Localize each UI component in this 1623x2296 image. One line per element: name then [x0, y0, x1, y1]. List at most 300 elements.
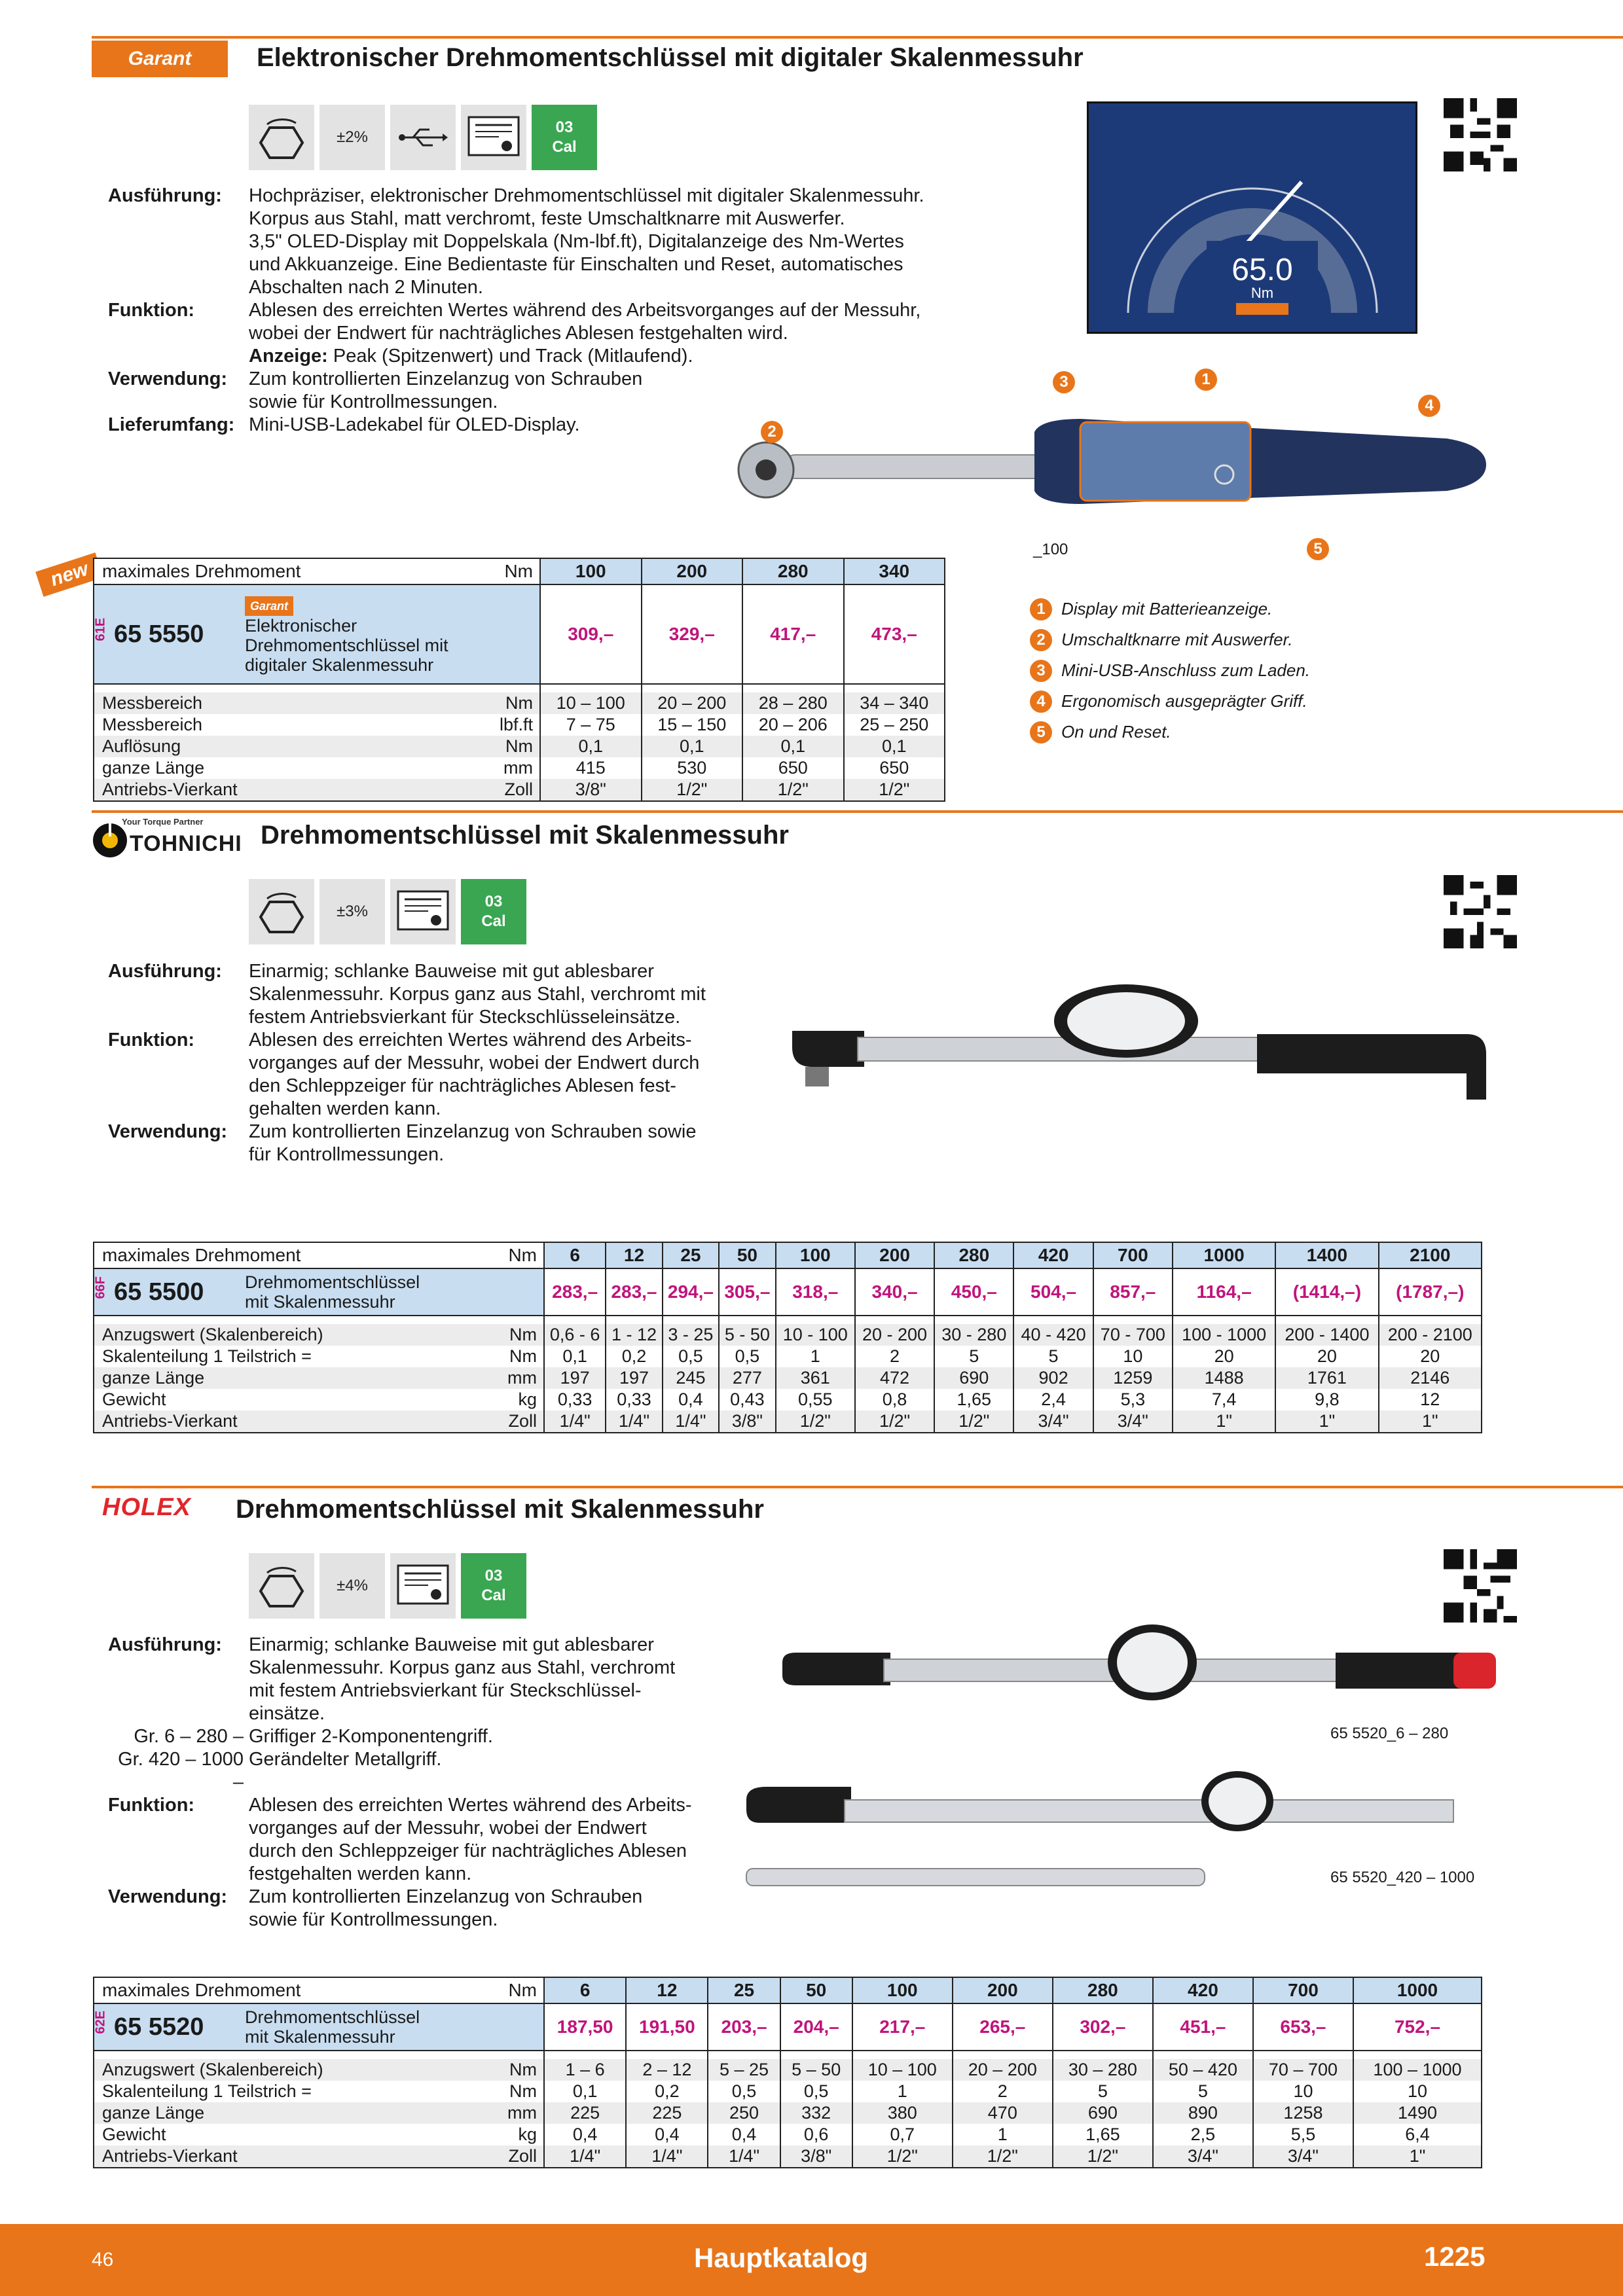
- spec-value: 100 - 1000: [1173, 1324, 1275, 1346]
- spec-label-cell: [94, 714, 540, 736]
- holex-logo: [102, 1494, 191, 1522]
- certificate-icon: [390, 1553, 456, 1619]
- description-text: [249, 1029, 795, 1052]
- spec-label: Antriebs-Vierkant: [102, 780, 238, 799]
- spec-value: 1/2": [844, 779, 945, 801]
- description-label: [108, 345, 249, 368]
- spec-unit: Nm: [509, 2060, 537, 2079]
- spec-value: 0,2: [626, 2081, 708, 2102]
- spec-value: 1 – 6: [544, 2059, 626, 2081]
- spec-label-cell: [94, 779, 540, 801]
- description-text: [249, 1863, 795, 1886]
- description-label: Ausführung:: [108, 1634, 222, 1655]
- spec-value: 3/4": [1093, 1410, 1173, 1433]
- accuracy-icon: [319, 105, 385, 170]
- article-cell: [94, 2003, 544, 2051]
- article-wrap: [94, 594, 539, 675]
- spacer-cell: [855, 1316, 934, 1324]
- description-body: und Akkuanzeige. Eine Bedientaste für Einschalten und Reset, automatisches: [249, 254, 903, 275]
- spec-label-cell: [94, 2102, 544, 2124]
- electronic-wrench-image: [727, 393, 1493, 530]
- spec-value: 0,6: [780, 2124, 852, 2145]
- spec-value: 0,4: [708, 2124, 780, 2145]
- spec-value: 3/4": [1013, 1410, 1093, 1433]
- spec-label-cell: [94, 692, 540, 714]
- spec-label-cell: [94, 757, 540, 779]
- legend-number: 3: [1030, 660, 1052, 682]
- description-line: [108, 1075, 795, 1098]
- price-cell: 1164,–: [1173, 1268, 1275, 1316]
- description-label: Funktion:: [108, 1795, 195, 1816]
- tohnichi-tagline: Your Torque Partner: [122, 817, 204, 827]
- spacer-cell: [544, 2051, 626, 2059]
- section-2-title: Drehmomentschlüssel mit Skalenmessuhr: [261, 821, 789, 850]
- spec-value: 650: [844, 757, 945, 779]
- spec-value: 197: [544, 1367, 606, 1389]
- article-description-line: Drehmomentschlüssel: [245, 2007, 420, 2027]
- spec-value: 650: [742, 757, 844, 779]
- cal-bottom: Cal: [481, 1587, 506, 1604]
- description-line: [108, 1840, 795, 1863]
- spec-value: 0,43: [719, 1389, 775, 1410]
- image-caption-1: _100: [1033, 541, 1068, 558]
- description-text: [249, 1702, 795, 1725]
- spec-label: Auflösung: [102, 736, 181, 756]
- spec-value: 7 – 75: [540, 714, 642, 736]
- spec-value: 30 – 280: [1053, 2059, 1153, 2081]
- description-line: [108, 1657, 795, 1679]
- spacer-cell: [852, 2051, 953, 2059]
- spec-value: 10: [1353, 2081, 1482, 2102]
- spec-row: [94, 1324, 1482, 1346]
- spec-value: 5,3: [1093, 1389, 1173, 1410]
- spec-value: 50 – 420: [1153, 2059, 1253, 2081]
- spec-value: 470: [953, 2102, 1053, 2124]
- spec-value: 34 – 340: [844, 692, 945, 714]
- price-cell: 191,50: [626, 2003, 708, 2051]
- spec-label-cell: [94, 2081, 544, 2102]
- spec-value: 0,33: [606, 1389, 662, 1410]
- spec-row: [94, 2102, 1482, 2124]
- description-text: [249, 1657, 795, 1679]
- description-label: [108, 276, 249, 299]
- description-bold: Anzeige:: [249, 346, 328, 367]
- description-line: [108, 1863, 795, 1886]
- spec-value: 1: [852, 2081, 953, 2102]
- spec-value: 28 – 280: [742, 692, 844, 714]
- header-label-cell: [94, 1977, 544, 2003]
- section-rule-3: [92, 1486, 1623, 1488]
- section-rule-2: [92, 810, 1623, 813]
- spec-value: 2: [855, 1346, 934, 1367]
- article-description-line: mit Skalenmessuhr: [245, 2027, 395, 2047]
- spec-value: 530: [642, 757, 743, 779]
- description-line: [108, 276, 1025, 299]
- spacer-cell: [780, 2051, 852, 2059]
- column-header: 1000: [1353, 1977, 1482, 2003]
- description-text: [249, 1886, 795, 1909]
- usb-icon: [390, 105, 456, 170]
- spec-value: 1/2": [1053, 2145, 1153, 2168]
- article-row: [94, 2003, 1482, 2051]
- description-label: [108, 1702, 249, 1725]
- description-body: Mini-USB-Ladekabel für OLED-Display.: [249, 414, 580, 435]
- spacer-cell: [1173, 1316, 1275, 1324]
- spacer-cell: [94, 2051, 544, 2059]
- spec-label: ganze Länge: [102, 1368, 205, 1388]
- table-header-row: [94, 1242, 1482, 1268]
- description-label: [108, 230, 249, 253]
- spec-unit: Zoll: [508, 2146, 537, 2166]
- legend-text: Display mit Batterieanzeige.: [1061, 599, 1273, 619]
- spec-value: 1,65: [934, 1389, 1013, 1410]
- qr-code-icon: [1444, 875, 1517, 948]
- spec-value: 2: [953, 2081, 1053, 2102]
- description-line: [108, 207, 1025, 230]
- column-header: 50: [719, 1242, 775, 1268]
- spec-value: 1/2": [852, 2145, 953, 2168]
- holex-wrench-image-small: [773, 1623, 1499, 1721]
- column-header: 280: [1053, 1977, 1153, 2003]
- description-label: Ausführung:: [108, 961, 222, 982]
- description-body: Ablesen des erreichten Wertes während des Arbeits-: [249, 1030, 692, 1050]
- description-text: [249, 253, 1025, 276]
- description-label: [108, 322, 249, 345]
- description-label: Funktion:: [108, 300, 195, 321]
- column-header: 420: [1153, 1977, 1253, 2003]
- garant-logo-text: Garant: [128, 48, 192, 69]
- description-body: 3,5" OLED-Display mit Doppelskala (Nm-lbf.ft), Digitalanzeige des Nm-Wertes: [249, 231, 904, 252]
- article-tag: 62E: [93, 2010, 108, 2034]
- column-header: 100: [852, 1977, 953, 2003]
- spec-value: 5 – 50: [780, 2059, 852, 2081]
- description-label: [108, 253, 249, 276]
- description-line: [108, 299, 1025, 322]
- spec-value: 2 – 12: [626, 2059, 708, 2081]
- description-text: [249, 960, 795, 983]
- spec-value: 1": [1379, 1410, 1482, 1433]
- description-body: wobei der Endwert für nachträgliches Ablesen festgehalten wird.: [249, 323, 788, 344]
- spec-value: 1/4": [708, 2145, 780, 2168]
- description-label: [108, 1098, 249, 1121]
- column-header: 280: [934, 1242, 1013, 1268]
- spec-value: 20 – 200: [642, 692, 743, 714]
- description-label: Lieferumfang:: [108, 414, 235, 435]
- table-spacer-row: [94, 684, 945, 692]
- spec-value: 20: [1379, 1346, 1482, 1367]
- spec-row: [94, 1389, 1482, 1410]
- spec-value: 0,7: [852, 2124, 953, 2145]
- spec-value: 200 - 2100: [1379, 1324, 1482, 1346]
- spec-row: [94, 714, 945, 736]
- price-cell: 294,–: [663, 1268, 719, 1316]
- spacer-cell: [1093, 1316, 1173, 1324]
- description-body: festem Antriebsvierkant für Steckschlüsseleinsätze.: [249, 1007, 681, 1028]
- callout-1: 1: [1195, 368, 1217, 391]
- spacer-cell: [934, 1316, 1013, 1324]
- header-label: maximales Drehmoment: [102, 1245, 301, 1265]
- price-cell: 752,–: [1353, 2003, 1482, 2051]
- spec-value: 415: [540, 757, 642, 779]
- column-header: 6: [544, 1977, 626, 2003]
- price-cell: 302,–: [1053, 2003, 1153, 2051]
- spec-unit: lbf.ft: [499, 715, 533, 734]
- article-wrap: [94, 2007, 543, 2047]
- spec-value: 0,1: [642, 736, 743, 757]
- spec-value: 0,5: [719, 1346, 775, 1367]
- description-label: Gr. 6 – 280 –: [134, 1726, 244, 1747]
- article-cell: [94, 1268, 544, 1316]
- spec-unit: Nm: [509, 1346, 537, 1366]
- spec-value: 1/4": [663, 1410, 719, 1433]
- spec-value: 3/4": [1253, 2145, 1353, 2168]
- spec-value: 3/8": [719, 1410, 775, 1433]
- description-text: [249, 276, 1025, 299]
- description-line: [108, 1006, 795, 1029]
- spec-value: 5 - 50: [719, 1324, 775, 1346]
- price-cell: 283,–: [544, 1268, 606, 1316]
- spec-value: 1258: [1253, 2102, 1353, 2124]
- column-header: 700: [1093, 1242, 1173, 1268]
- description-text: [249, 1840, 795, 1863]
- description-line: [108, 1098, 795, 1121]
- spec-value: 1/2": [855, 1410, 934, 1433]
- spec-value: 1/2": [953, 2145, 1053, 2168]
- spec-value: 0,1: [544, 2081, 626, 2102]
- description-body: durch den Schleppzeiger für nachträgliches Ablesen: [249, 1840, 687, 1861]
- spec-value: 1/4": [544, 2145, 626, 2168]
- description-label: [108, 1840, 249, 1863]
- column-header: 100: [540, 558, 642, 584]
- spec-value: 197: [606, 1367, 662, 1389]
- calibration-icon: [532, 105, 597, 170]
- column-header: 2100: [1379, 1242, 1482, 1268]
- description-line: [108, 1794, 795, 1817]
- spec-label: Antriebs-Vierkant: [102, 1411, 238, 1431]
- legend-item: [1030, 594, 1310, 624]
- spacer-cell: [1013, 1316, 1093, 1324]
- description-line: [108, 1702, 795, 1725]
- spec-value: 0,33: [544, 1389, 606, 1410]
- price-cell: (1414,–): [1275, 1268, 1378, 1316]
- description-line: [108, 1909, 795, 1931]
- spec-unit: kg: [518, 1390, 537, 1409]
- table-spacer-row: [94, 1316, 1482, 1324]
- description-text: [249, 1121, 795, 1143]
- description-body: Griffiger 2-Komponentengriff.: [249, 1726, 493, 1747]
- description-body: mit festem Antriebsvierkant für Steckschlüssel-: [249, 1680, 642, 1701]
- spec-value: 1/2": [642, 779, 743, 801]
- spec-value: 10 - 100: [776, 1324, 855, 1346]
- hexagon-rotation-icon: [249, 879, 314, 944]
- description-body: einsätze.: [249, 1703, 325, 1724]
- legend-number: 1: [1030, 598, 1052, 620]
- description-body: Zum kontrollierten Einzelanzug von Schrauben: [249, 368, 643, 389]
- spec-value: 20 – 200: [953, 2059, 1053, 2081]
- spec-value: 2146: [1379, 1367, 1482, 1389]
- spacer-cell: [544, 1316, 606, 1324]
- spec-value: 225: [626, 2102, 708, 2124]
- spec-value: 20: [1173, 1346, 1275, 1367]
- cal-top: 03: [484, 1567, 503, 1585]
- column-header: 200: [642, 558, 743, 584]
- description-line: [108, 368, 1025, 391]
- spec-value: 361: [776, 1367, 855, 1389]
- spec-value: 0,1: [742, 736, 844, 757]
- description-label: [108, 1679, 249, 1702]
- description-body: gehalten werden kann.: [249, 1098, 441, 1119]
- column-header: 25: [708, 1977, 780, 2003]
- article-number: 65 5550: [114, 620, 204, 648]
- spec-value: 1488: [1173, 1367, 1275, 1389]
- description-label: Ausführung:: [108, 185, 222, 206]
- legend-text: On und Reset.: [1061, 722, 1171, 742]
- table-spacer-row: [94, 2051, 1482, 2059]
- spec-value: 6,4: [1353, 2124, 1482, 2145]
- price-cell: 340,–: [855, 1268, 934, 1316]
- cal-bottom: Cal: [552, 138, 577, 156]
- spec-label: Antriebs-Vierkant: [102, 2146, 238, 2166]
- section-1-icons: [249, 105, 597, 170]
- legend-item: [1030, 686, 1310, 717]
- spec-value: 200 - 1400: [1275, 1324, 1378, 1346]
- callout-3: 3: [1053, 371, 1075, 393]
- cal-bottom: Cal: [481, 912, 506, 930]
- dial-wrench-image: [786, 982, 1499, 1113]
- section-1-title: Elektronischer Drehmomentschlüssel mit digitaler Skalenmessuhr: [257, 43, 1084, 72]
- column-header: 50: [780, 1977, 852, 2003]
- article-brand-logo: Garant: [245, 596, 293, 616]
- spec-value: 100 – 1000: [1353, 2059, 1482, 2081]
- tohnichi-emblem-icon: [92, 822, 128, 859]
- description-line: [108, 1029, 795, 1052]
- spec-value: 15 – 150: [642, 714, 743, 736]
- product-table-1: [93, 558, 945, 802]
- article-description-line: Drehmomentschlüssel: [245, 1272, 420, 1292]
- price-cell: 283,–: [606, 1268, 662, 1316]
- article-description: [245, 1272, 420, 1312]
- spec-label: Gewicht: [102, 2125, 166, 2144]
- spec-value: 10 – 100: [852, 2059, 953, 2081]
- table-header-row: [94, 1977, 1482, 2003]
- spec-value: 2,5: [1153, 2124, 1253, 2145]
- article-description-line: Elektronischer: [245, 615, 357, 636]
- description-text: [249, 1098, 795, 1121]
- spec-unit: Nm: [505, 693, 533, 713]
- article-description-line: mit Skalenmessuhr: [245, 1292, 395, 1312]
- legend-text: Umschaltknarre mit Auswerfer.: [1061, 630, 1293, 649]
- article-description: [245, 594, 448, 675]
- spec-value: 690: [934, 1367, 1013, 1389]
- spec-value: 1/2": [934, 1410, 1013, 1433]
- description-line: [108, 960, 795, 983]
- spec-value: 1761: [1275, 1367, 1378, 1389]
- legend-item: [1030, 624, 1310, 655]
- header-label-cell: [94, 1242, 544, 1268]
- spec-value: 0,4: [626, 2124, 708, 2145]
- price-cell: 203,–: [708, 2003, 780, 2051]
- article-number: 65 5500: [114, 1278, 204, 1306]
- description-body: Gerändelter Metallgriff.: [249, 1749, 442, 1770]
- hexagon-rotation-icon: [249, 1553, 314, 1619]
- description-text: [249, 1817, 795, 1840]
- feature-legend: [1030, 594, 1310, 747]
- description-body: Ablesen des erreichten Wertes während des Arbeits-: [249, 1795, 692, 1816]
- description-label: Funktion:: [108, 1030, 195, 1050]
- spec-unit: mm: [503, 758, 533, 778]
- spec-label-cell: [94, 2124, 544, 2145]
- description-line: [108, 230, 1025, 253]
- description-body: Zum kontrollierten Einzelanzug von Schrauben: [249, 1886, 643, 1907]
- description-text: [249, 1679, 795, 1702]
- description-text: [249, 1748, 795, 1794]
- spec-label: ganze Länge: [102, 2103, 205, 2123]
- spec-value: 0,1: [844, 736, 945, 757]
- description-text: [249, 299, 1025, 322]
- spec-value: 20 - 200: [855, 1324, 934, 1346]
- page-number-right: 1225: [1424, 2241, 1486, 2272]
- column-header: 100: [776, 1242, 855, 1268]
- column-header: 12: [606, 1242, 662, 1268]
- description-line: [108, 1052, 795, 1075]
- description-label: [108, 1052, 249, 1075]
- spacer-cell: [1053, 2051, 1153, 2059]
- spec-label-cell: [94, 736, 540, 757]
- legend-item: [1030, 717, 1310, 747]
- section-2-description: [108, 960, 795, 1166]
- spacer-cell: [94, 1316, 544, 1324]
- spec-value: 890: [1153, 2102, 1253, 2124]
- column-header: 1400: [1275, 1242, 1378, 1268]
- column-header: 12: [626, 1977, 708, 2003]
- spec-value: 1/4": [606, 1410, 662, 1433]
- spec-value: 3/4": [1153, 2145, 1253, 2168]
- price-cell: 329,–: [642, 584, 743, 684]
- price-cell: 473,–: [844, 584, 945, 684]
- description-label: [108, 1075, 249, 1098]
- header-label-cell: [94, 558, 540, 584]
- article-number: 65 5520: [114, 2013, 204, 2041]
- spec-value: 1259: [1093, 1367, 1173, 1389]
- description-body: Zum kontrollierten Einzelanzug von Schrauben sowie: [249, 1121, 697, 1142]
- description-label: [108, 1143, 249, 1166]
- description-body: Hochpräziser, elektronischer Drehmomentschlüssel mit digitaler Skalenmessuhr.: [249, 185, 924, 206]
- spacer-cell: [708, 2051, 780, 2059]
- description-text: [249, 1634, 795, 1657]
- legend-item: [1030, 655, 1310, 686]
- image-caption-420-1000: 65 5520_420 – 1000: [1330, 1869, 1475, 1886]
- spec-value: 12: [1379, 1389, 1482, 1410]
- display-unit: Nm: [1250, 285, 1274, 301]
- description-text: [249, 207, 1025, 230]
- column-header: 340: [844, 558, 945, 584]
- description-label: [108, 207, 249, 230]
- qr-code-icon: [1444, 98, 1517, 171]
- price-cell: 305,–: [719, 1268, 775, 1316]
- spec-unit: Zoll: [508, 1411, 537, 1431]
- spec-label: Gewicht: [102, 1390, 166, 1409]
- description-label: Verwendung:: [108, 368, 228, 389]
- description-body: festgehalten werden kann.: [249, 1863, 472, 1884]
- header-unit: Nm: [504, 561, 533, 581]
- holex-wordmark: HOLEX: [102, 1494, 191, 1521]
- price-cell: 187,50: [544, 2003, 626, 2051]
- spec-unit: mm: [507, 1368, 537, 1388]
- price-cell: 451,–: [1153, 2003, 1253, 2051]
- column-header: 6: [544, 1242, 606, 1268]
- spec-value: 380: [852, 2102, 953, 2124]
- section-3-icons: [249, 1553, 526, 1619]
